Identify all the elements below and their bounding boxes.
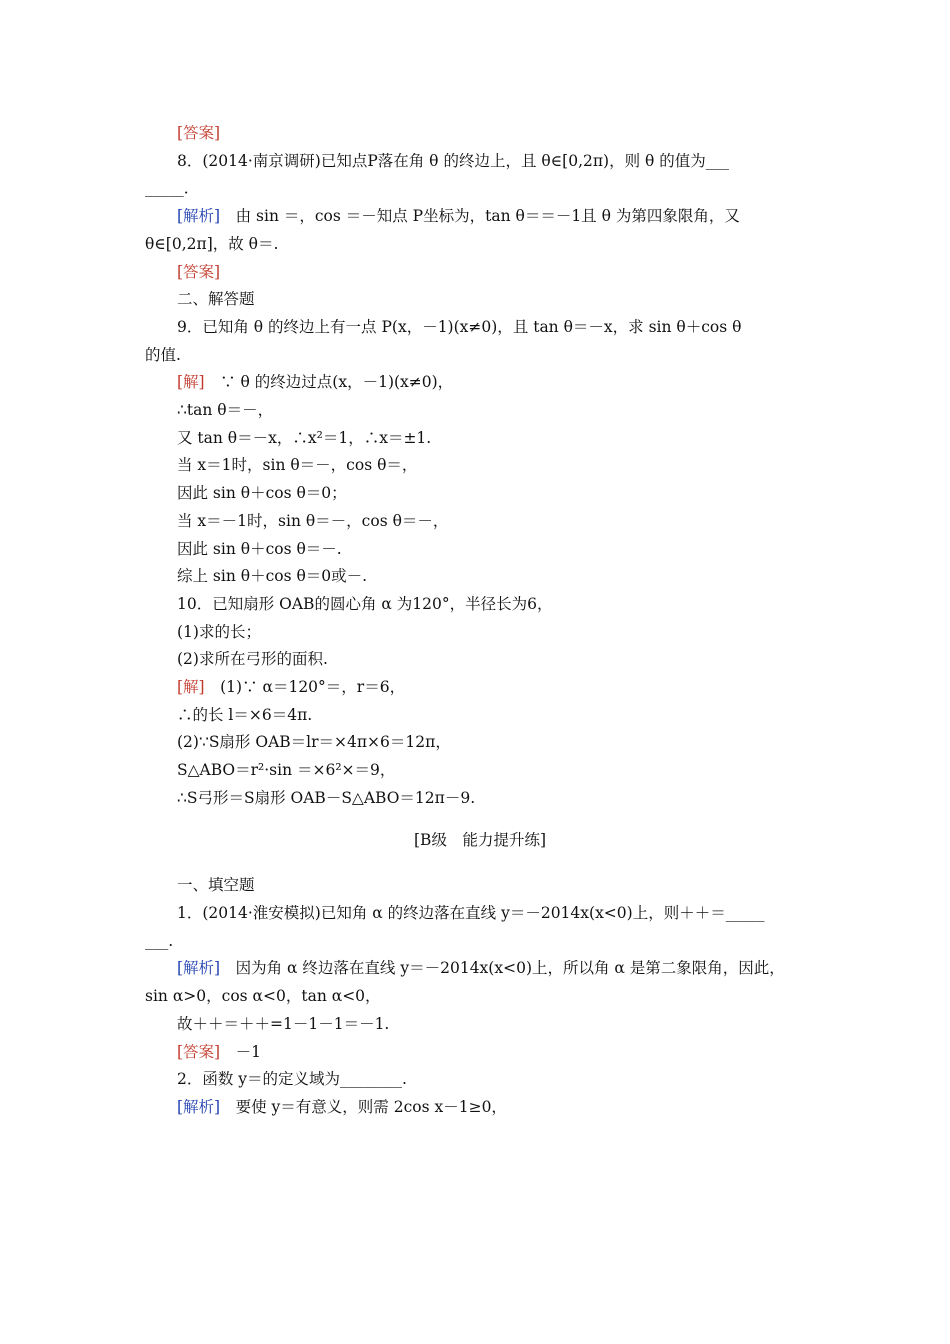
line-text: 8．(2014·南京调研)已知点P落在角 θ 的终边上，且 θ∈[0,2π)，则 θ 的值为___ xyxy=(177,151,730,170)
line-text: ___. xyxy=(145,931,174,950)
line-text: sin α>0，cos α<0，tan α<0， xyxy=(145,987,381,1006)
line-text: ∵ θ 的终边过点(x，－1)(x≠0)， xyxy=(204,373,454,392)
text-line xyxy=(145,231,815,259)
section-heading: [B级 能力提升练] xyxy=(414,830,546,849)
analysis-tag: [解析] xyxy=(177,1097,221,1116)
line-text: _____． xyxy=(145,179,200,198)
text-line xyxy=(145,369,815,397)
text-line xyxy=(145,536,815,564)
line-text: 1．(2014·淮安模拟)已知角 α 的终边落在直线 y＝－2014x(x<0)上，则＋＋＝_____ xyxy=(177,903,765,922)
text-line xyxy=(145,425,815,453)
text-line xyxy=(145,619,815,647)
text-line xyxy=(145,342,815,370)
answer-tag: [答案] xyxy=(177,124,221,142)
line-text: (1)∵ α＝120°＝，r＝6， xyxy=(204,678,406,697)
line-text: 二、解答题 xyxy=(177,290,255,309)
text-line xyxy=(145,646,815,674)
text-line xyxy=(145,785,815,813)
line-text: ∴的长 l＝×6＝4π. xyxy=(177,705,313,724)
line-text: (2)求所在弓形的面积. xyxy=(177,650,328,669)
line-text: S△ABO＝r²·sin ＝×6²×＝9， xyxy=(177,761,396,780)
line-text: 综上 sin θ＋cos θ＝0或－. xyxy=(177,567,368,586)
document-body xyxy=(145,120,815,1122)
line-text: 因此 sin θ＋cos θ＝－. xyxy=(177,539,342,558)
text-line xyxy=(145,314,815,342)
line-text: 又 tan θ＝－x，∴x²＝1，∴x＝±1. xyxy=(177,428,432,447)
text-line xyxy=(145,175,815,203)
line-text: 要使 y＝有意义，则需 2cos x－1≥0， xyxy=(220,1097,507,1116)
analysis-tag: [解析] xyxy=(177,959,221,978)
line-text: (1)求的长； xyxy=(177,622,261,641)
line-text: 2．函数 y＝的定义域为________. xyxy=(177,1070,407,1089)
text-line xyxy=(145,259,815,287)
text-line xyxy=(145,591,815,619)
text-line xyxy=(145,148,815,176)
text-line xyxy=(145,563,815,591)
text-line xyxy=(145,702,815,730)
answer-tag: [答案] xyxy=(177,1042,221,1061)
text-line xyxy=(145,928,815,956)
line-text: －1 xyxy=(220,1042,261,1061)
text-line xyxy=(145,674,815,702)
text-line xyxy=(145,900,815,928)
text-line xyxy=(145,480,815,508)
line-text: 因此 sin θ＋cos θ＝0； xyxy=(177,484,347,503)
section-a-content xyxy=(145,120,815,813)
text-line xyxy=(145,1066,815,1094)
section-b-content xyxy=(145,872,815,1121)
text-line xyxy=(145,286,815,314)
line-text: 的值. xyxy=(145,345,181,364)
line-text: ∴S弓形＝S扇形 OAB－S△ABO＝12π－9. xyxy=(177,788,476,807)
text-line xyxy=(145,1094,815,1122)
line-text: 当 x＝－1时，sin θ＝－，cos θ＝－， xyxy=(177,511,449,530)
line-text: 10．已知扇形 OAB的圆心角 α 为120°，半径长为6， xyxy=(177,594,553,613)
line-text: 因为角 α 终边落在直线 y＝－2014x(x<0)上，所以角 α 是第二象限角，因此， xyxy=(220,959,785,978)
text-line xyxy=(145,452,815,480)
text-line xyxy=(145,757,815,785)
text-line xyxy=(145,1039,815,1067)
text-line xyxy=(145,120,815,148)
line-text: 当 x＝1时，sin θ＝－，cos θ＝， xyxy=(177,456,418,475)
text-line xyxy=(145,203,815,231)
line-text: 由 sin ＝，cos ＝－知点 P坐标为，tan θ＝＝－1且 θ 为第四象限角，又 xyxy=(220,207,740,226)
text-line xyxy=(145,729,815,757)
text-line xyxy=(145,508,815,536)
text-line xyxy=(145,872,815,900)
line-text: 故＋＋＝＋＋=1－1－1＝－1. xyxy=(177,1014,390,1033)
line-text: 9．已知角 θ 的终边上有一点 P(x，－1)(x≠0)，且 tan θ＝－x，求 sin θ＋cos θ xyxy=(177,317,742,336)
answer-tag: [答案] xyxy=(177,262,221,281)
line-text: θ∈[0,2π]，故 θ＝. xyxy=(145,234,279,253)
text-line xyxy=(145,983,815,1011)
solution-tag: [解] xyxy=(177,678,205,697)
line-text: ∴tan θ＝－， xyxy=(177,401,274,420)
text-line xyxy=(145,1011,815,1039)
text-line xyxy=(145,397,815,425)
text-line xyxy=(145,955,815,983)
solution-tag: [解] xyxy=(177,373,205,392)
analysis-tag: [解析] xyxy=(177,207,221,226)
line-text: (2)∵S扇形 OAB＝lr＝×4π×6＝12π， xyxy=(177,733,451,752)
line-text: 一、填空题 xyxy=(177,876,255,895)
